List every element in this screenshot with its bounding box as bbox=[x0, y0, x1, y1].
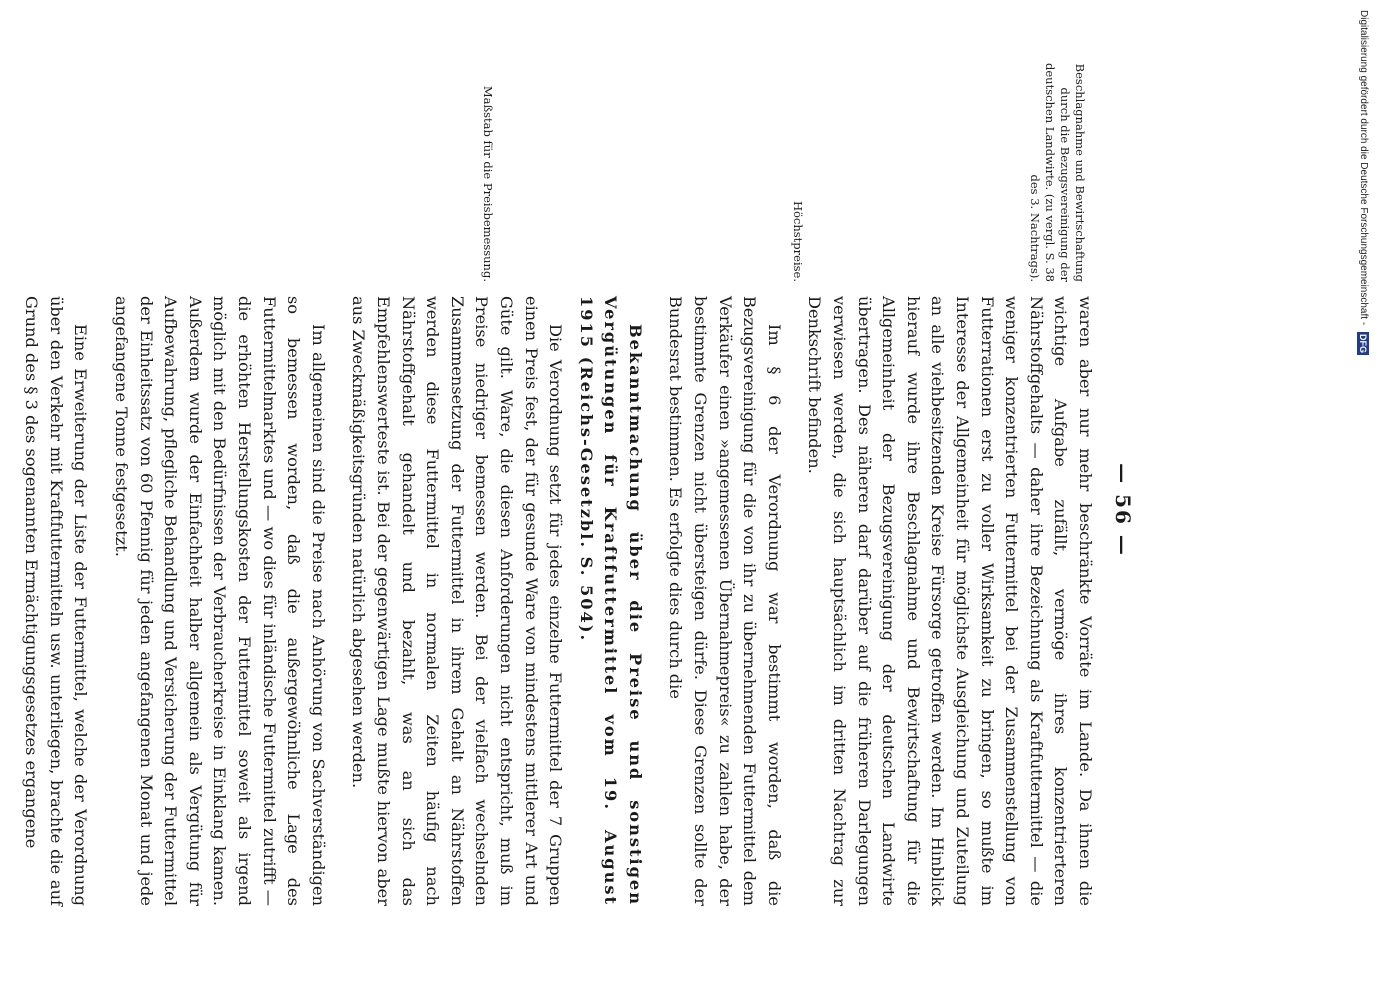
margin-note-massstab: Maßstab für die Preisbemessung. bbox=[481, 85, 495, 282]
heading-bekanntmachung-ausdehnung bbox=[0, 296, 3, 906]
margin-note-hoechstpreise: Höchstpreise. bbox=[791, 200, 805, 282]
dfg-logo: DFG bbox=[1358, 333, 1368, 353]
paragraph-1: waren aber nur mehr beschränkte Vorräte im Lande. Da ihnen die wichtige Aufgabe zufällt, vermöge ihres konzentrierteren Nährstoffgehalts — daher ihre Bezeichnung als Kraftfuttermittel — die weniger konzentrierten Futtermittel bei der Zusammenstellung von Futterrationen erst zu voller Wirksamkeit zu bringen, so mußte im Interesse der Allgemeinheit für möglichste Ausgleichung und Zuteilung an alle viehbesitzenden Kreise Fürsorge getroffen werden. Im Hinblick hierauf wurde ihre Beschlagnahme und Bewirtschaftung für die Allgemeinheit der Bezugsvereinigung der deutschen Landwirte übertragen. Des näheren darf darüber auf die früheren Darlegungen verwiesen werden, die sich hauptsächlich im dritten Nachtrag zur Denkschrift befinden. bbox=[805, 296, 1095, 906]
rotated-document-page bbox=[15, 60, 1135, 960]
paragraph-4: Im allgemeinen sind die Preise nach Anhörung von Sachverständigen so bemessen worden, daß die außergewöhnliche Lage des Futtermittelmarktes und — wo dies für inländische Futtermittel zutrifft — die erhöhten Herstellungskosten der Futtermittel soweit als irgend möglich mit den Bedürfnissen der Verbraucherkreise in Einklang kamen. Außerdem wurde der Einfachheit halber allgemein als Vergütung für Aufbewahrung, pflegliche Behandlung und Versicherung der Futtermittel der Einheitssatz von 60 Pfennig für jeden angefangenen Monat und jede angefangene Tonne festgesetzt. bbox=[112, 296, 328, 906]
heading-bekanntmachung-preise: Bekanntmachung über die Preise und sonstigen Vergütungen für Kraftfuttermittel vom 19. August 1915 (Reichs-Gesetzbl. S. 504). bbox=[576, 296, 645, 906]
page-number: — 56 — bbox=[1111, 463, 1135, 557]
paragraph-5: Eine Erweiterung der Liste der Futtermittel, welche der Verordnung über den Verkehr mit Kraftfuttermitteln usw. unterliegen, brachte die auf Grund des § 3 des sogenannten Ermächtigungsgesetzes ergangene bbox=[22, 296, 91, 906]
dfg-stamp bbox=[1357, 10, 1369, 355]
paragraph-2: Im § 6 der Verordnung war bestimmt worden, daß die Bezugsvereinigung für die von ihr zu übernehmenden Futtermittel dem Verkäufer einen »angemessenen Übernahmepreis« zu zahlen habe, der bestimmte Grenzen nicht übersteigen dürfe. Diese Grenzen sollte der Bundesrat bestimmen. Es erfolgte dies durch die bbox=[666, 296, 784, 906]
margin-note-beschlagnahme: Beschlagnahme und Bewirtschaftung durch die Bezugsvereinigung der deutschen Landwirte. (zu vergl. S. 38 des 3. Nachtrags). bbox=[1028, 63, 1087, 282]
main-text-column bbox=[0, 296, 1097, 906]
dfg-stamp-text: Digitalisierung gefördert durch die Deutsche Forschungsgemeinschaft - bbox=[1358, 10, 1369, 326]
page-content bbox=[15, 60, 1135, 960]
paragraph-3: Die Verordnung setzt für jedes einzelne Futtermittel der 7 Gruppen einen Preis fest, der für gesunde Ware von mindestens mittlerer Art und Güte gilt. Ware, die diesen Anforderungen nicht entspricht, muß im Preise niedriger bemessen werden. Bei der vielfach wechselnden Zusammensetzung der Futtermittel in ihrem Gehalt an Nährstoffen werden diese Futtermittel in normalen Zeiten häufig nach Nährstoffgehalt gehandelt und bezahlt, was an sich das Empfehlenswerteste ist. Bei der gegenwärtigen Lage mußte hiervon aber aus Zweckmäßigkeitsgründen natürlich abgesehen werden. bbox=[349, 296, 566, 906]
